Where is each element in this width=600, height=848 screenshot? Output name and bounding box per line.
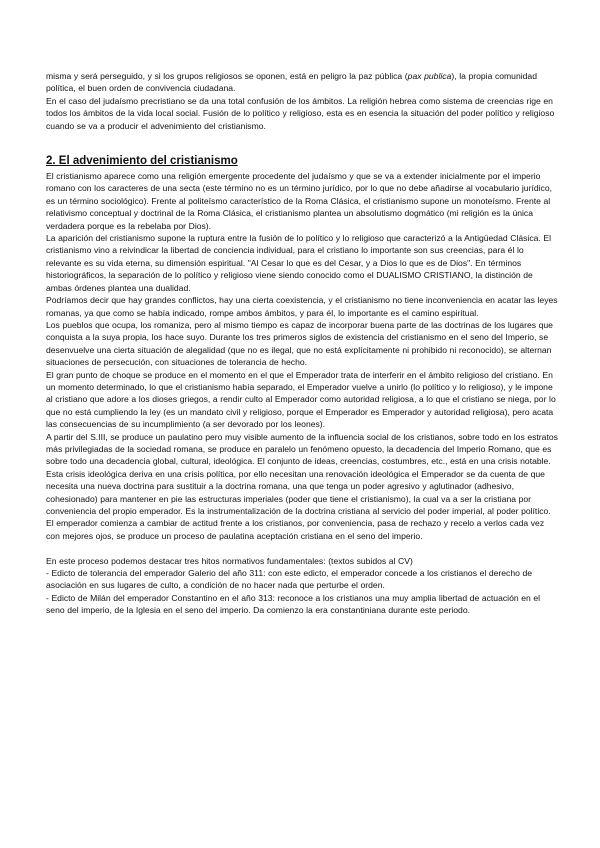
- section-paragraph-1: El cristianismo aparece como una religión emergente procedente del judaísmo y que se va a extender inicialmente por el imperio romano con los caracteres de una secta (este término no es un término jurídico, por lo que no debe añadirse al vocabulario jurídico, es un término sociológico). Frente al politeísmo característico de la Roma Clásica, el cristianismo supone un monoteísmo. Frente al relativismo conceptual y doctrinal de la Roma Clásica, el cristianismo plantea un absolutismo dogmático (mi religión es la única verdadera porque es la rebelaba por Dios).: [46, 171, 552, 231]
- milestone-galerio: - Edicto de tolerancia del emperador Galerio del año 311: con este edicto, el emperador concede a los cristianos el derecho de asociación en sus lugares de culto, a condición de no hacer nada que perturbe el orden.: [46, 568, 533, 591]
- milestone-milan: - Edicto de Milán del emperador Constantino en el año 313: reconoce a los cristianos una muy amplia libertad de actuación en el seno del imperio, de la Iglesia en el seno del imperio. Da comienzo la era constantiniana durante este periodo.: [46, 592, 541, 616]
- section-paragraph-5: El gran punto de choque se produce en el momento en el que el Emperador trata de interferir en el ámbito religioso del cristiano. En un momento determinado, lo que el cristianismo había separado, el Emperador vuelve a unirlo (lo político y lo religioso), y le impone al cristiano que adore a los dioses griegos, a rendir culto al Emperador como autoridad religiosa, a lo que el cristiano se niega, por lo que no está cumpliendo la ley (es un mandato civil y religioso, porque el Emperador es Emperador y autoridad religiosa), pero acata las consecuencias de su incumplimiento (a ser devorado por los leones).: [46, 369, 556, 430]
- section-paragraph-6: A partir del S.III, se produce un paulatino pero muy visible aumento de la influencia social de los cristianos, sobre todo en los estratos más privilegiadas de la sociedad romana, se produce en paralelo un fenómeno opuesto, la decadencia del Imperio Romano, que es sobre todo una decadencia global, cultural, ideológica. El conjunto de ideas, creencias, costumbres, etc., está en una crisis notable. Esta crisis ideológica deriva en una crisis política, por ello necesitan una renovación ideológica el Emperador se da cuenta de que necesita una nueva doctrina para sustituir a la doctrina romana, una que tenga un poder agresivo y aglutinador (adhesivo, cohesionado) para mantener en pie las estructuras imperiales (poder que tiene el cristianismo), la cual va a ser la cristiana por conveniencia del propio emperador. Es la instrumentalización de la doctrina cristiana al servicio del poder imperial, al poder político.: [46, 431, 558, 516]
- intro-paragraph-1: [46, 70, 560, 95]
- paragraph-gap: [46, 542, 560, 554]
- section-heading: 2. El advenimiento del cristianismo: [46, 155, 238, 168]
- intro-paragraph-2: En el caso del judaísmo precristiano se da una total confusión de los ámbitos. La religión hebrea como sistema de creencias rige en todos los ámbitos de la vida local social. Fusión de lo político y religioso, esta es en esencia la situación del poder político y religioso cuando se va a producir el advenimiento del cristianismo.: [46, 95, 555, 131]
- milestones-intro: En este proceso podemos destacar tres hitos normativos fundamentales: (textos subidos al CV): [46, 555, 413, 566]
- intro-text-b: ), la propia comunidad política, el buen orden de convivencia ciudadana.: [46, 71, 537, 94]
- intro-text-a: misma y será perseguido, y si los grupos religiosos se oponen, está en peligro la paz pública (: [46, 71, 408, 81]
- section-paragraph-7: El emperador comienza a cambiar de actitud frente a los cristianos, por conveniencia, pasa de rechazo y recelo a verlos cada vez con mejores ojos, se produce un proceso de paulatina aceptación cristiana en el seno del imperio.: [46, 518, 545, 541]
- section-paragraph-3: Podríamos decir que hay grandes conflictos, hay una cierta coexistencia, y el cristianismo no tiene inconveniencia en acatar las leyes romanas, ya que como se había indicado, rompe ambos ámbitos, y para él, lo importante es el camino espiritual.: [46, 295, 558, 318]
- intro-latin-term: pax publica: [407, 71, 452, 81]
- section-paragraph-2: La aparición del cristianismo supone la ruptura entre la fusión de lo político y lo religioso que caracterizó a la Antigüedad Clásica. El cristianismo vino a reivindicar la libertad de conciencia individual, para el cristiano lo importante son sus creencias, para él lo relevante es su vida eterna, su dimensión espiritual. "Al Cesar lo que es del Cesar, y a Dios lo que es de Dios". En términos historiográficos, la separación de lo político y religioso viene siendo conocido como el DUALISMO CRISTIANO, la distinción de ambas órdenes plantea una dualidad.: [46, 233, 552, 293]
- section-paragraph-4: Los pueblos que ocupa, los romaniza, pero al mismo tiempo es capaz de incorporar buena parte de las doctrinas de los lugares que conquista a la suya propia, los hace suyo. Durante los tres primeros siglos de existencia del cristianismo en el seno del Imperio, se desenvuelve una cierta situación de alegalidad (que no es ilegal, que no está explícitamente ni prohibido ni reconocido), se alternan situaciones de persecución, con situaciones de tolerancia de hecho.: [46, 319, 553, 368]
